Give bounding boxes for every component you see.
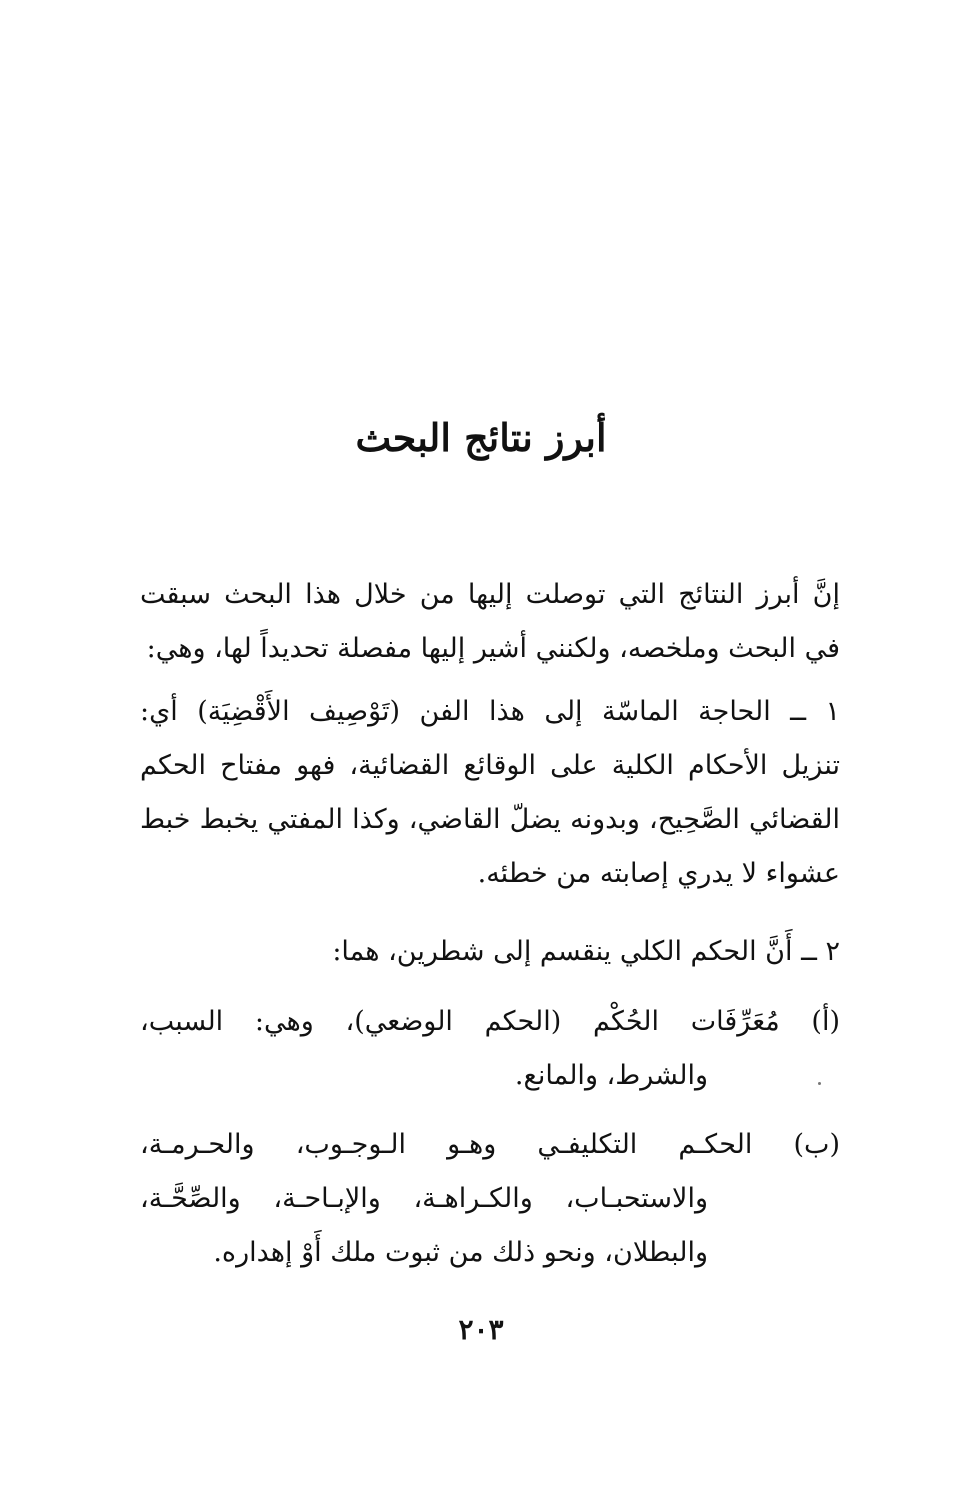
- intro-paragraph: [140, 568, 840, 676]
- intro-line-1: إنَّ أبرز النتائج التي توصلت إليها من خلال هذا البحث سبقت: [140, 579, 840, 610]
- point-2b-paragraph: [140, 1118, 840, 1280]
- page-number: ٢٠٣: [458, 1313, 504, 1346]
- point-2b-line-2: والاستحبـاب، والكـراهـة، والإبـاحـة، والصِّحَّـة،: [140, 1183, 708, 1214]
- page-title: أبرز نتائج البحث: [355, 415, 607, 460]
- point-1-line-3: القضائي الصَّحِيح، وبدونه يضلّ القاضي، وكذا المفتي يخبط خبط: [140, 804, 840, 835]
- point-2a-paragraph: [140, 995, 840, 1103]
- scan-speck: [818, 1082, 821, 1085]
- point-2a-line-2: والشرط، والمانع.: [514, 1060, 708, 1091]
- point-2-line-1: ٢ ــ أَنَّ الحكم الكلي ينقسم إلى شطرين، هما:: [332, 936, 840, 967]
- intro-line-2: في البحث وملخصه، ولكنني أشير إليها مفصلة تحديداً لها، وهي:: [146, 633, 840, 664]
- point-1-paragraph: [140, 685, 840, 901]
- point-2-paragraph: [140, 925, 840, 979]
- point-1-line-2: تنزيل الأحكام الكلية على الوقائع القضائية، فهو مفتاح الحكم: [140, 750, 840, 781]
- point-2a-line-1: (أ) مُعَرِّفَات الحُكْم (الحكم الوضعي)، وهي: السبب،: [140, 1006, 840, 1037]
- point-2b-line-1: (ب) الحكـم التكليفـي وهـو الـوجـوب، والحـرمـة،: [140, 1129, 840, 1160]
- point-1-line-4: عشواء لا يدري إصابته من خطئه.: [477, 858, 840, 889]
- point-1-line-1: ١ ــ الحاجة الماسّة إلى هذا الفن (تَوْصِيف الأَقْضِيَة) أي:: [140, 696, 840, 727]
- point-2b-line-3: والبطلان، ونحو ذلك من ثبوت ملك أَوْ إهداره.: [213, 1237, 708, 1268]
